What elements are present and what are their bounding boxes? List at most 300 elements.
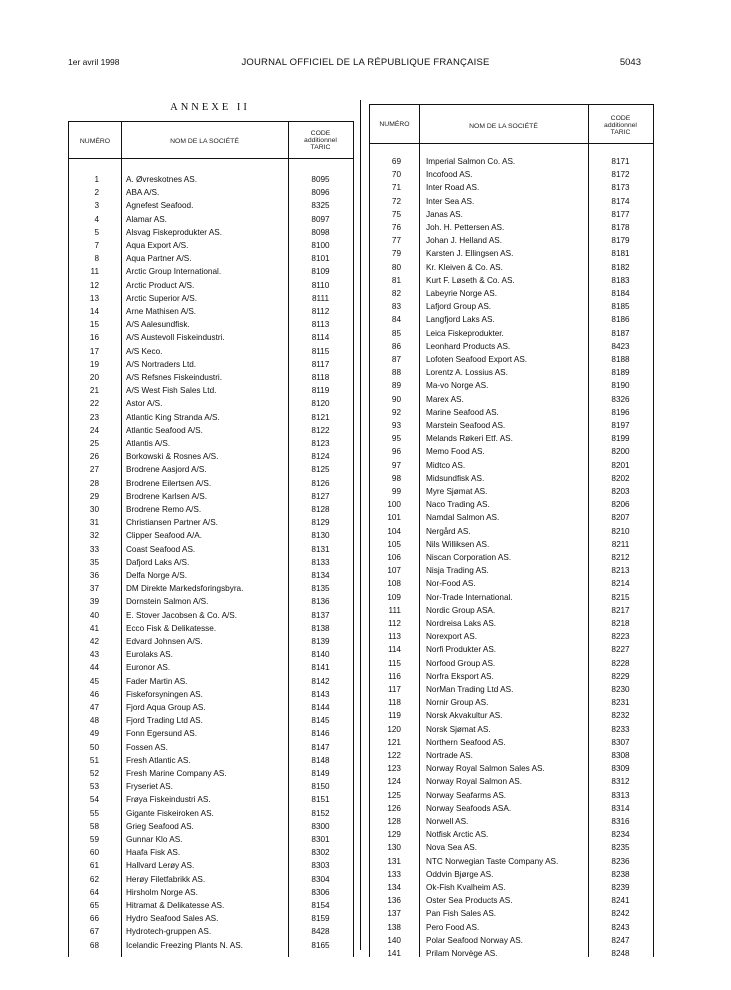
taric-code: 8110 bbox=[311, 280, 330, 290]
table-row bbox=[69, 490, 353, 503]
table-row bbox=[69, 595, 353, 608]
row-number: 122 bbox=[387, 751, 401, 760]
taric-code: 8140 bbox=[311, 650, 330, 660]
company-name: Norway Royal Salmon Sales AS. bbox=[426, 764, 545, 774]
taric-code: 8314 bbox=[611, 803, 630, 813]
company-name: Ok-Fish Kvalheim AS. bbox=[426, 883, 506, 892]
table-row bbox=[69, 437, 353, 450]
row-number: 36 bbox=[89, 571, 99, 580]
table-row bbox=[69, 859, 353, 872]
taric-code: 8179 bbox=[611, 236, 630, 246]
company-name: Delfa Norge A/S. bbox=[126, 571, 187, 580]
row-number: 4 bbox=[94, 214, 99, 224]
company-name: Fonn Egersund AS. bbox=[126, 729, 198, 739]
company-name: Borkowski & Rosnes A/S. bbox=[126, 452, 219, 462]
taric-code: 8137 bbox=[311, 610, 330, 620]
company-name: Midtco AS. bbox=[426, 460, 466, 470]
table-row bbox=[69, 226, 353, 239]
row-number: 66 bbox=[89, 914, 99, 924]
table-row bbox=[370, 261, 653, 274]
taric-code: 8233 bbox=[611, 724, 630, 734]
table-row bbox=[370, 551, 653, 564]
row-number: 76 bbox=[391, 223, 401, 232]
row-number: 59 bbox=[89, 835, 99, 844]
taric-code: 8423 bbox=[611, 341, 630, 351]
taric-code: 8113 bbox=[311, 320, 330, 330]
taric-code: 8232 bbox=[611, 711, 630, 721]
table-row bbox=[370, 459, 653, 472]
table-row bbox=[370, 300, 653, 313]
company-name: Icelandic Freezing Plants N. AS. bbox=[126, 940, 243, 950]
company-name: Niscan Corporation AS. bbox=[426, 553, 512, 562]
taric-code: 8210 bbox=[611, 526, 630, 536]
company-name: Lorentz A. Lossius AS. bbox=[426, 368, 508, 378]
taric-code: 8126 bbox=[311, 478, 330, 488]
row-number: 49 bbox=[89, 729, 99, 739]
row-number: 118 bbox=[387, 698, 401, 708]
taric-code: 8124 bbox=[311, 452, 330, 462]
table-row bbox=[69, 239, 353, 252]
table-row bbox=[69, 714, 353, 727]
taric-code: 8200 bbox=[611, 447, 630, 457]
table-row bbox=[69, 727, 353, 740]
taric-code: 8146 bbox=[311, 729, 330, 739]
row-number: 42 bbox=[89, 637, 99, 646]
row-number: 37 bbox=[89, 584, 99, 594]
company-name: A/S West Fish Sales Ltd. bbox=[126, 386, 217, 396]
table-row bbox=[69, 305, 353, 318]
taric-code: 8143 bbox=[311, 689, 330, 699]
table-row bbox=[370, 419, 653, 432]
taric-code: 8313 bbox=[611, 790, 630, 800]
row-number: 108 bbox=[387, 579, 401, 589]
company-name: Astor A/S. bbox=[126, 399, 163, 409]
row-number: 28 bbox=[89, 478, 99, 488]
taric-code: 8428 bbox=[311, 927, 330, 937]
taric-code: 8129 bbox=[311, 518, 330, 528]
row-number: 30 bbox=[89, 505, 99, 514]
taric-code: 8134 bbox=[311, 571, 330, 580]
company-name: Norway Seafarms AS. bbox=[426, 790, 507, 800]
table-row bbox=[69, 397, 353, 410]
taric-code: 8139 bbox=[311, 637, 330, 646]
company-name: Fresh Atlantic AS. bbox=[126, 755, 191, 765]
row-number: 46 bbox=[89, 689, 99, 699]
row-number: 101 bbox=[387, 513, 401, 523]
table-row bbox=[69, 516, 353, 529]
taric-code: 8300 bbox=[311, 821, 330, 831]
row-number: 35 bbox=[89, 557, 99, 567]
table-row bbox=[69, 543, 353, 556]
row-number: 16 bbox=[89, 333, 99, 343]
taric-code: 8111 bbox=[312, 293, 329, 303]
table-row bbox=[69, 793, 353, 806]
taric-code: 8138 bbox=[311, 623, 330, 633]
row-number: 88 bbox=[391, 368, 401, 378]
taric-code: 8309 bbox=[611, 764, 630, 774]
row-number: 98 bbox=[391, 473, 401, 483]
journal-title: JOURNAL OFFICIEL DE LA RÉPUBLIQUE FRANÇAISE bbox=[241, 57, 490, 68]
company-name: Midsundfisk AS. bbox=[426, 473, 485, 483]
table-row bbox=[370, 802, 653, 815]
taric-code: 8109 bbox=[311, 267, 330, 277]
row-number: 137 bbox=[387, 909, 401, 919]
company-name: Frøya Fiskeindustri AS. bbox=[126, 795, 211, 805]
taric-code: 8151 bbox=[311, 795, 330, 805]
row-number: 126 bbox=[387, 803, 401, 813]
company-name: Nisja Trading AS. bbox=[426, 566, 489, 576]
row-number: 129 bbox=[387, 830, 401, 840]
taric-code: 8095 bbox=[311, 175, 330, 184]
col-header-code-line-3: TARIC bbox=[310, 144, 331, 151]
table-row bbox=[370, 525, 653, 538]
taric-code: 8181 bbox=[611, 249, 630, 259]
table-row bbox=[69, 279, 353, 292]
row-number: 67 bbox=[89, 927, 99, 937]
row-number: 119 bbox=[387, 711, 401, 721]
row-number: 87 bbox=[391, 355, 401, 364]
row-number: 20 bbox=[89, 373, 99, 382]
row-number: 21 bbox=[89, 386, 99, 396]
taric-code: 8136 bbox=[311, 597, 330, 607]
row-number: 64 bbox=[89, 887, 99, 897]
table-row bbox=[370, 274, 653, 287]
company-name: Ecco Fisk & Delikatesse. bbox=[126, 623, 217, 633]
row-number: 24 bbox=[89, 425, 99, 435]
taric-code: 8177 bbox=[611, 209, 630, 219]
table-row bbox=[370, 617, 653, 630]
table-row bbox=[370, 353, 653, 366]
table-row bbox=[69, 661, 353, 674]
row-number: 111 bbox=[388, 605, 401, 615]
table-row bbox=[370, 643, 653, 656]
table-row bbox=[370, 155, 653, 168]
taric-code: 8228 bbox=[611, 658, 630, 668]
col-header-code-line-1: CODE bbox=[310, 130, 331, 137]
company-name: A. Øvreskotnes AS. bbox=[126, 175, 197, 184]
company-name: A/S Nortraders Ltd. bbox=[126, 359, 197, 369]
taric-code: 8241 bbox=[611, 896, 630, 906]
taric-code: 8238 bbox=[611, 869, 630, 879]
company-name: Arctic Group International. bbox=[126, 267, 222, 277]
row-number: 43 bbox=[89, 650, 99, 660]
taric-code: 8189 bbox=[611, 368, 630, 378]
taric-code: 8135 bbox=[311, 584, 330, 594]
row-number: 1 bbox=[94, 175, 99, 184]
taric-code: 8182 bbox=[611, 262, 630, 272]
company-name: ABA A/S. bbox=[126, 188, 160, 198]
col-header-code bbox=[288, 130, 353, 151]
table-row bbox=[370, 828, 653, 841]
table-row bbox=[69, 846, 353, 859]
company-name: Namdal Salmon AS. bbox=[426, 513, 500, 523]
company-name: Norwell AS. bbox=[426, 817, 469, 826]
row-number: 93 bbox=[391, 421, 401, 430]
company-name: Fjord Trading Ltd AS. bbox=[126, 716, 203, 726]
row-number: 117 bbox=[387, 685, 401, 694]
table-row bbox=[370, 168, 653, 181]
row-number: 13 bbox=[89, 293, 99, 303]
company-name: Fjord Aqua Group AS. bbox=[126, 703, 206, 712]
company-name: Norfood Group AS. bbox=[426, 658, 496, 668]
row-number: 109 bbox=[387, 592, 401, 602]
col-header-numero-right: NUMÉRO bbox=[379, 121, 410, 128]
company-name: Hitramat & Delikatesse AS. bbox=[126, 901, 225, 910]
row-number: 85 bbox=[391, 328, 401, 338]
taric-code: 8147 bbox=[311, 742, 330, 752]
taric-code: 8212 bbox=[611, 553, 630, 562]
company-name: E. Stover Jacobsen & Co. A/S. bbox=[126, 610, 238, 620]
company-name: Melands Røkeri Etf. AS. bbox=[426, 434, 513, 444]
row-number: 51 bbox=[89, 755, 99, 765]
taric-code: 8308 bbox=[611, 751, 630, 760]
company-name: Nordic Group ASA. bbox=[426, 605, 496, 615]
company-name: NTC Norwegian Taste Company AS. bbox=[426, 856, 559, 866]
taric-code: 8202 bbox=[611, 473, 630, 483]
row-number: 31 bbox=[89, 518, 99, 528]
taric-code: 8229 bbox=[611, 671, 630, 681]
table-row bbox=[370, 709, 653, 722]
taric-code: 8206 bbox=[611, 500, 630, 510]
row-number: 123 bbox=[387, 764, 401, 774]
table-row bbox=[370, 591, 653, 604]
table-row bbox=[370, 393, 653, 406]
company-name: Alsvag Fiskeprodukter AS. bbox=[126, 227, 223, 237]
company-name: Grieg Seafood AS. bbox=[126, 821, 194, 831]
row-number: 71 bbox=[391, 183, 401, 193]
table-row bbox=[370, 498, 653, 511]
taric-code: 8303 bbox=[311, 861, 330, 871]
company-name: Dornstein Salmon A/S. bbox=[126, 597, 209, 607]
row-number: 60 bbox=[89, 848, 99, 858]
company-name: Gigante Fiskeiroken AS. bbox=[126, 808, 214, 818]
table-row bbox=[370, 538, 653, 551]
company-name: A/S Keco. bbox=[126, 346, 163, 356]
table-row bbox=[69, 688, 353, 701]
taric-code: 8306 bbox=[311, 887, 330, 897]
company-name: Norway Royal Salmon AS. bbox=[426, 777, 523, 787]
taric-code: 8234 bbox=[611, 830, 630, 840]
row-number: 7 bbox=[94, 241, 99, 250]
table-row bbox=[370, 683, 653, 696]
row-number: 99 bbox=[391, 487, 401, 496]
company-name: Hydrotech-gruppen AS. bbox=[126, 927, 212, 937]
company-name: Notfisk Arctic AS. bbox=[426, 830, 489, 840]
taric-code: 8316 bbox=[611, 817, 630, 826]
company-name: Labeyrie Norge AS. bbox=[426, 289, 498, 298]
taric-code: 8312 bbox=[611, 777, 630, 787]
table-row bbox=[69, 213, 353, 226]
company-name: Nordreisa Laks AS. bbox=[426, 619, 497, 628]
table-row bbox=[370, 762, 653, 775]
table-row bbox=[370, 657, 653, 670]
row-number: 75 bbox=[391, 209, 401, 219]
row-number: 114 bbox=[387, 645, 401, 655]
company-name: Polar Seafood Norway AS. bbox=[426, 935, 523, 945]
table-row bbox=[69, 701, 353, 714]
row-number: 121 bbox=[387, 737, 401, 747]
row-number: 104 bbox=[387, 526, 401, 536]
taric-code: 8144 bbox=[311, 703, 330, 712]
table-row bbox=[69, 675, 353, 688]
table-row bbox=[370, 511, 653, 524]
row-number: 5 bbox=[94, 227, 99, 237]
table-row bbox=[69, 331, 353, 344]
table-row bbox=[370, 379, 653, 392]
table-row bbox=[69, 741, 353, 754]
taric-code: 8120 bbox=[311, 399, 330, 409]
row-number: 72 bbox=[391, 196, 401, 206]
table-row bbox=[69, 292, 353, 305]
table-row bbox=[370, 406, 653, 419]
company-name: Myre Sjømat AS. bbox=[426, 487, 488, 496]
company-name: Arctic Product A/S. bbox=[126, 280, 195, 290]
table-row bbox=[370, 855, 653, 868]
company-name: Inter Road AS. bbox=[426, 183, 480, 193]
table-row bbox=[370, 577, 653, 590]
row-number: 23 bbox=[89, 412, 99, 422]
company-name: Kr. Kleiven & Co. AS. bbox=[426, 262, 503, 272]
table-row bbox=[69, 450, 353, 463]
table-row bbox=[370, 894, 653, 907]
col-header-numero: NUMÉRO bbox=[79, 138, 111, 145]
table-row bbox=[69, 820, 353, 833]
row-number: 29 bbox=[89, 491, 99, 501]
taric-code: 8141 bbox=[311, 663, 330, 673]
row-number: 133 bbox=[387, 869, 401, 879]
table-row bbox=[69, 635, 353, 648]
company-name: Dafjord Laks A/S. bbox=[126, 557, 190, 567]
taric-code: 8207 bbox=[611, 513, 630, 523]
row-number: 52 bbox=[89, 769, 99, 778]
row-number: 44 bbox=[89, 663, 99, 673]
row-number: 120 bbox=[387, 724, 401, 734]
row-number: 41 bbox=[89, 623, 99, 633]
taric-code: 8171 bbox=[611, 157, 630, 166]
table-row bbox=[370, 723, 653, 736]
taric-code: 8133 bbox=[311, 557, 330, 567]
taric-code: 8196 bbox=[611, 407, 630, 417]
table-row bbox=[370, 287, 653, 300]
taric-code: 8197 bbox=[611, 421, 630, 430]
company-name: NorMan Trading Ltd AS. bbox=[426, 685, 514, 694]
company-name: Fossen AS. bbox=[126, 742, 168, 752]
company-name: A/S Refsnes Fiskeindustri. bbox=[126, 373, 223, 382]
annex-title: ANNEXE II bbox=[170, 102, 250, 113]
table-row bbox=[69, 503, 353, 516]
row-number: 136 bbox=[387, 896, 401, 906]
table-row bbox=[69, 939, 353, 952]
table-row bbox=[69, 780, 353, 793]
row-number: 2 bbox=[94, 188, 99, 198]
company-name: Fryseriet AS. bbox=[126, 782, 173, 792]
table-row bbox=[69, 186, 353, 199]
taric-code: 8172 bbox=[611, 170, 630, 180]
taric-code: 8173 bbox=[611, 183, 630, 193]
taric-code: 8201 bbox=[611, 460, 630, 470]
taric-code: 8223 bbox=[611, 632, 630, 642]
taric-code: 8186 bbox=[611, 315, 630, 325]
row-number: 15 bbox=[89, 320, 99, 330]
table-row bbox=[370, 736, 653, 749]
table-row bbox=[69, 648, 353, 661]
row-number: 97 bbox=[391, 460, 401, 470]
company-name: Norfra Eksport AS. bbox=[426, 671, 494, 681]
taric-code: 8211 bbox=[611, 539, 630, 549]
taric-code: 8130 bbox=[311, 531, 330, 541]
row-number: 96 bbox=[391, 447, 401, 457]
taric-code: 8188 bbox=[611, 355, 630, 364]
company-name: Imperial Salmon Co. AS. bbox=[426, 157, 516, 166]
company-name: Christiansen Partner A/S. bbox=[126, 518, 218, 528]
company-name: Norway Seafoods ASA. bbox=[426, 803, 512, 813]
company-name: Langfjord Laks AS. bbox=[426, 315, 495, 325]
row-number: 112 bbox=[387, 619, 401, 628]
company-name: Fader Martin AS. bbox=[126, 676, 188, 686]
row-number: 92 bbox=[391, 407, 401, 417]
table-row bbox=[370, 432, 653, 445]
company-name: Oddvin Bjørge AS. bbox=[426, 869, 494, 879]
table-row bbox=[370, 208, 653, 221]
company-name: Agnefest Seafood. bbox=[126, 201, 194, 211]
taric-code: 8142 bbox=[311, 676, 330, 686]
row-number: 25 bbox=[89, 439, 99, 448]
company-name: Norexport AS. bbox=[426, 632, 477, 642]
taric-code: 8187 bbox=[611, 328, 630, 338]
row-number: 55 bbox=[89, 808, 99, 818]
company-name: Clipper Seafood A/A. bbox=[126, 531, 203, 541]
row-number: 33 bbox=[89, 544, 99, 554]
taric-code: 8203 bbox=[611, 487, 630, 496]
row-number: 105 bbox=[387, 539, 401, 549]
row-number: 107 bbox=[387, 566, 401, 576]
row-number: 17 bbox=[89, 346, 99, 356]
company-name: Johan J. Helland AS. bbox=[426, 236, 503, 246]
company-name: Aqua Partner A/S. bbox=[126, 254, 192, 264]
company-name: Northern Seafood AS. bbox=[426, 737, 506, 747]
taric-code: 8150 bbox=[311, 782, 330, 792]
company-name: Nornir Group AS. bbox=[426, 698, 489, 708]
table-row bbox=[370, 868, 653, 881]
taric-code: 8121 bbox=[311, 412, 330, 422]
row-number: 22 bbox=[89, 399, 99, 409]
table-row bbox=[69, 873, 353, 886]
row-number: 50 bbox=[89, 742, 99, 752]
company-name: Aqua Export A/S. bbox=[126, 241, 189, 250]
table-row bbox=[370, 815, 653, 828]
company-name: Coast Seafood AS. bbox=[126, 544, 196, 554]
taric-code: 8214 bbox=[611, 579, 630, 589]
taric-code: 8101 bbox=[311, 254, 330, 264]
company-name: Joh. H. Pettersen AS. bbox=[426, 223, 505, 232]
taric-code: 8119 bbox=[311, 386, 330, 396]
table-row bbox=[370, 696, 653, 709]
taric-code: 8239 bbox=[611, 883, 630, 892]
company-name: Arctic Superior A/S. bbox=[126, 293, 197, 303]
taric-code: 8125 bbox=[311, 465, 330, 475]
table-row bbox=[69, 754, 353, 767]
table-row bbox=[69, 318, 353, 331]
table-row bbox=[69, 265, 353, 278]
company-name: Pero Food AS. bbox=[426, 922, 480, 932]
row-number: 124 bbox=[387, 777, 401, 787]
row-number: 141 bbox=[387, 949, 401, 958]
table-row bbox=[370, 749, 653, 762]
company-name: Marstein Seafood AS. bbox=[426, 421, 506, 430]
company-table-right bbox=[369, 104, 654, 957]
table-row bbox=[370, 670, 653, 683]
company-name: Fiskeforsyningen AS. bbox=[126, 689, 203, 699]
